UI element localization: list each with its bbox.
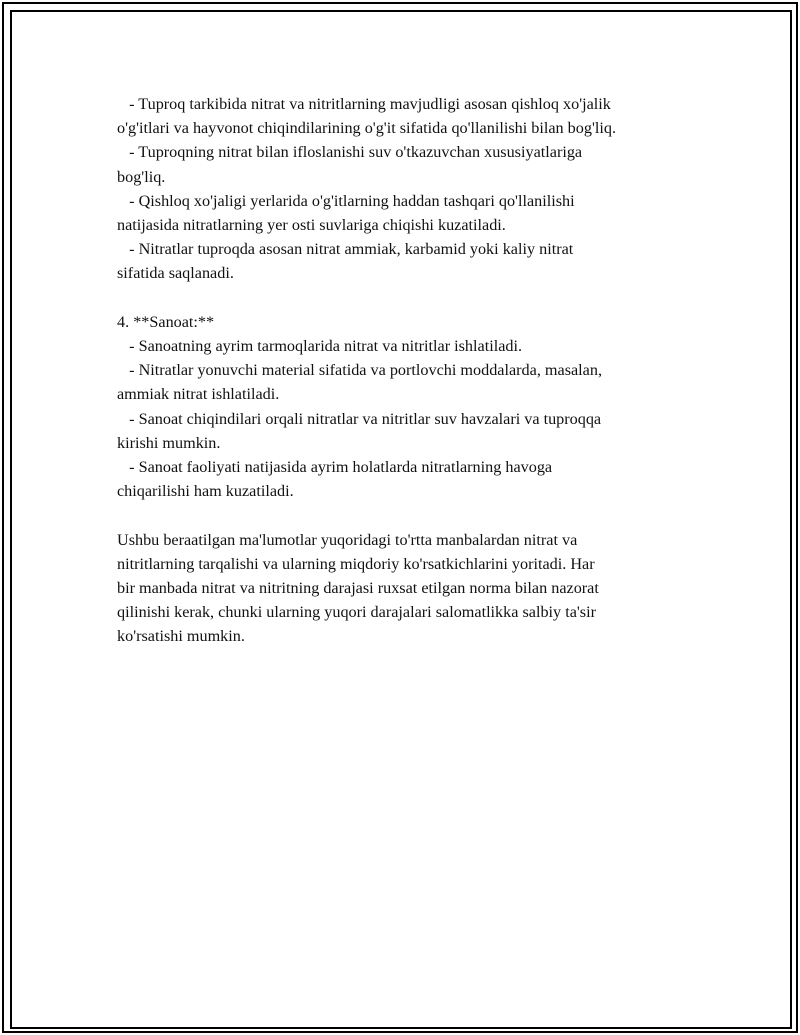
text-line: sifatida saqlanadi. [117, 264, 234, 283]
text-line: bir manbada nitrat va nitritning darajasi ruxsat etilgan norma bilan nazorat [117, 579, 599, 598]
text-line: kirishi mumkin. [117, 433, 221, 452]
conclusion-paragraph [117, 528, 697, 649]
section-tuproq [117, 92, 697, 286]
section-heading: 4. **Sanoat:** [117, 312, 215, 331]
paragraph-gap [117, 503, 697, 527]
text-line: - Sanoat chiqindilari orqali nitratlar va nitritlar suv havzalari va tuproqqa [117, 409, 602, 428]
text-line: ko'rsatishi mumkin. [117, 627, 245, 646]
text-line: nitritlarning tarqalishi va ularning miqdoriy ko'rsatkichlarini yoritadi. Har [117, 554, 595, 573]
text-line: - Tuproq tarkibida nitrat va nitritlarning mavjudligi asosan qishloq xo'jalik [117, 95, 611, 113]
text-line: bog'liq. [117, 167, 166, 186]
text-line: - Nitratlar tuproqda asosan nitrat ammiak, karbamid yoki kaliy nitrat [117, 240, 574, 259]
text-line: - Sanoatning ayrim tarmoqlarida nitrat va nitritlar ishlatiladi. [117, 337, 523, 356]
text-line: Ushbu beraatilgan ma'lumotlar yuqoridagi to'rtta manbalardan nitrat va [117, 530, 578, 549]
text-line: qilinishi kerak, chunki ularning yuqori darajalari salomatlikka salbiy ta'sir [117, 603, 596, 622]
text-line: ammiak nitrat ishlatiladi. [117, 385, 280, 404]
text-line: natijasida nitratlarning yer osti suvlariga chiqishi kuzatiladi. [117, 216, 506, 235]
text-line: - Nitratlar yonuvchi material sifatida va portlovchi moddalarda, masalan, [117, 361, 603, 380]
text-line: o'g'itlari va hayvonot chiqindilarining o'g'it sifatida qo'llanilishi bilan bog'liq. [117, 119, 617, 138]
text-line: - Qishloq xo'jaligi yerlarida o'g'itlarning haddan tashqari qo'llanilishi [117, 191, 575, 210]
paragraph-gap [117, 286, 697, 310]
text-line: chiqarilishi ham kuzatiladi. [117, 482, 294, 501]
section-sanoat [117, 310, 697, 504]
text-line: - Sanoat faoliyati natijasida ayrim holatlarda nitratlarning havoga [117, 458, 553, 477]
document-body [117, 92, 697, 649]
text-line: - Tuproqning nitrat bilan ifloslanishi suv o'tkazuvchan xususiyatlariga [117, 143, 583, 162]
